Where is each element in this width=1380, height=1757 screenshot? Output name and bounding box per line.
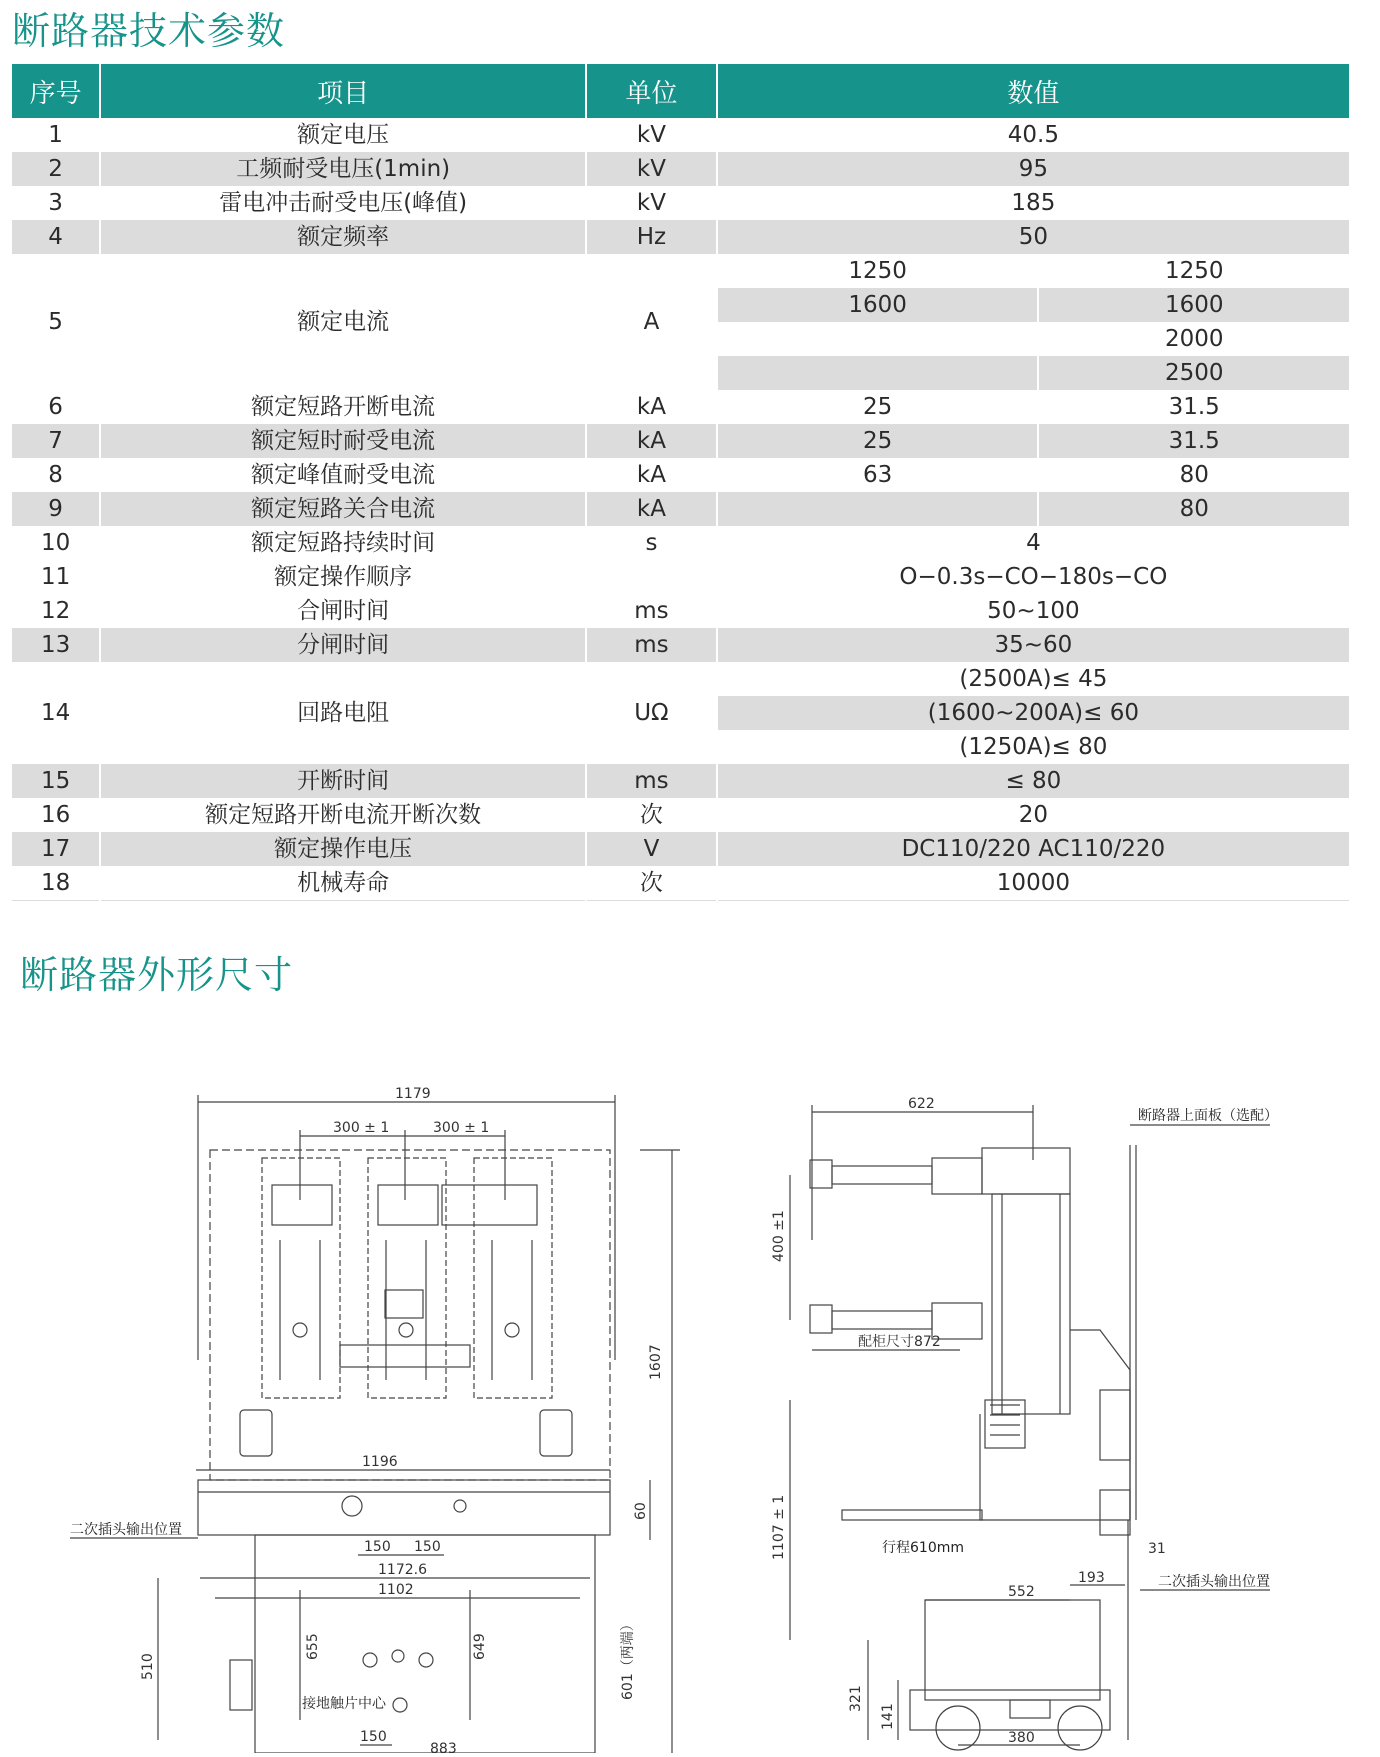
dim-text: 1607 xyxy=(648,1344,664,1380)
cell-no: 2 xyxy=(12,152,100,186)
front-view xyxy=(70,1086,680,1753)
cell-value-left xyxy=(717,356,1039,390)
cell-value-left: 25 xyxy=(717,424,1039,458)
dim-text: 655 xyxy=(305,1633,321,1660)
table-row xyxy=(12,118,1349,152)
dim-text: 601（两端） xyxy=(620,1617,636,1700)
table-row xyxy=(12,424,1349,458)
cell-unit: kA xyxy=(586,458,717,492)
dim-text: 配柜尺寸872 xyxy=(858,1334,941,1350)
cell-unit: s xyxy=(586,526,717,560)
header-unit: 单位 xyxy=(586,64,717,118)
dimensions-title: 断路器外形尺寸 xyxy=(20,953,294,997)
params-title: 断路器技术参数 xyxy=(12,9,286,53)
dim-text: 150 xyxy=(360,1729,387,1745)
header-value: 数值 xyxy=(717,64,1349,118)
table-row xyxy=(12,390,1349,424)
cell-no: 9 xyxy=(12,492,100,526)
cell-item: 额定短时耐受电流 xyxy=(100,424,586,458)
cell-no: 15 xyxy=(12,764,100,798)
cell-no: 16 xyxy=(12,798,100,832)
side-view xyxy=(771,1096,1278,1750)
header-no: 序号 xyxy=(12,64,100,118)
dim-text: 883 xyxy=(430,1741,457,1753)
cell-value: 4 xyxy=(717,526,1349,560)
cell-no: 18 xyxy=(12,866,100,901)
cell-item: 分闸时间 xyxy=(100,628,586,662)
cell-value: 20 xyxy=(717,798,1349,832)
dim-text: 60 xyxy=(633,1502,649,1520)
dim-text: 31 xyxy=(1148,1541,1166,1557)
cell-value-right: 80 xyxy=(1038,492,1349,526)
table-row xyxy=(12,628,1349,662)
table-row xyxy=(12,594,1349,628)
table-row xyxy=(12,560,1349,594)
table-row xyxy=(12,492,1349,526)
cell-unit: kV xyxy=(586,152,717,186)
cell-unit: 次 xyxy=(586,798,717,832)
cell-unit xyxy=(586,560,717,594)
cell-unit: A xyxy=(586,254,717,390)
cell-no: 12 xyxy=(12,594,100,628)
dim-text: 193 xyxy=(1078,1570,1105,1586)
table-row xyxy=(12,254,1349,288)
cell-value-right: 2500 xyxy=(1038,356,1349,390)
cell-value-right: 1600 xyxy=(1038,288,1349,322)
cell-value: 95 xyxy=(717,152,1349,186)
dim-text: 321 xyxy=(848,1685,864,1712)
table-row xyxy=(12,152,1349,186)
cell-unit: 次 xyxy=(586,866,717,901)
dim-text: 1102 xyxy=(378,1582,414,1598)
cell-value: 10000 xyxy=(717,866,1349,901)
dim-text: 622 xyxy=(908,1096,935,1112)
cell-value: DC110/220 AC110/220 xyxy=(717,832,1349,866)
cell-no: 1 xyxy=(12,118,100,152)
cell-no: 14 xyxy=(12,662,100,764)
cell-value-right: 2000 xyxy=(1038,322,1349,356)
cell-item: 额定短路关合电流 xyxy=(100,492,586,526)
cell-unit: kA xyxy=(586,390,717,424)
cell-item: 额定电流 xyxy=(100,254,586,390)
cell-item: 雷电冲击耐受电压(峰值) xyxy=(100,186,586,220)
dim-text: 300 ± 1 xyxy=(433,1120,490,1136)
cell-unit: Hz xyxy=(586,220,717,254)
cell-no: 10 xyxy=(12,526,100,560)
cell-item: 回路电阻 xyxy=(100,662,586,764)
dim-text: 1172.6 xyxy=(378,1562,427,1578)
cell-value-right: 1250 xyxy=(1038,254,1349,288)
dim-text: 1107 ± 1 xyxy=(771,1494,787,1560)
note-text: 断路器上面板（选配） xyxy=(1138,1108,1278,1124)
dim-text: 150 xyxy=(364,1539,391,1555)
dim-text: 400 ±1 xyxy=(771,1210,787,1262)
cell-item: 额定短路持续时间 xyxy=(100,526,586,560)
cell-item: 合闸时间 xyxy=(100,594,586,628)
cell-value: 185 xyxy=(717,186,1349,220)
cell-value-right: 31.5 xyxy=(1038,390,1349,424)
cell-value: ≤ 80 xyxy=(717,764,1349,798)
cell-value-right: 31.5 xyxy=(1038,424,1349,458)
table-row xyxy=(12,832,1349,866)
cell-item: 机械寿命 xyxy=(100,866,586,901)
dimension-drawing xyxy=(0,1000,1380,1753)
cell-item: 工频耐受电压(1min) xyxy=(100,152,586,186)
table-row xyxy=(12,866,1349,901)
cell-no: 13 xyxy=(12,628,100,662)
table-row xyxy=(12,764,1349,798)
dim-text: 649 xyxy=(472,1633,488,1660)
cell-value-left xyxy=(717,492,1039,526)
note-text: 行程610mm xyxy=(882,1540,964,1556)
cell-unit: UΩ xyxy=(586,662,717,764)
cell-item: 额定短路开断电流 xyxy=(100,390,586,424)
cell-no: 11 xyxy=(12,560,100,594)
cell-value-left: 25 xyxy=(717,390,1039,424)
cell-value: (2500A)≤ 45 xyxy=(717,662,1349,696)
cell-no: 8 xyxy=(12,458,100,492)
cell-unit: V xyxy=(586,832,717,866)
table-row xyxy=(12,458,1349,492)
cell-value-left xyxy=(717,322,1039,356)
cell-no: 4 xyxy=(12,220,100,254)
cell-value: 35~60 xyxy=(717,628,1349,662)
note-text: 二次插头输出位置 xyxy=(70,1522,182,1538)
spec-table xyxy=(12,64,1349,901)
cell-no: 7 xyxy=(12,424,100,458)
cell-item: 额定峰值耐受电流 xyxy=(100,458,586,492)
dim-text: 300 ± 1 xyxy=(333,1120,390,1136)
cell-value: (1600~200A)≤ 60 xyxy=(717,696,1349,730)
cell-unit: kA xyxy=(586,424,717,458)
cell-unit: ms xyxy=(586,764,717,798)
dim-text: 380 xyxy=(1008,1730,1035,1746)
cell-value-right: 80 xyxy=(1038,458,1349,492)
cell-value-left: 1600 xyxy=(717,288,1039,322)
cell-unit: kA xyxy=(586,492,717,526)
table-row xyxy=(12,220,1349,254)
table-row xyxy=(12,526,1349,560)
dim-text: 510 xyxy=(140,1653,156,1680)
cell-no: 5 xyxy=(12,254,100,390)
cell-item: 额定频率 xyxy=(100,220,586,254)
cell-item: 额定操作顺序 xyxy=(100,560,586,594)
cell-unit: ms xyxy=(586,594,717,628)
dim-text: 141 xyxy=(880,1703,896,1730)
dim-text: 150 xyxy=(414,1539,441,1555)
cell-no: 6 xyxy=(12,390,100,424)
dim-text: 552 xyxy=(1008,1584,1035,1600)
cell-unit: ms xyxy=(586,628,717,662)
note-text: 接地触片中心 xyxy=(302,1696,386,1712)
dim-text: 1196 xyxy=(362,1454,398,1470)
cell-value: O−0.3s−CO−180s−CO xyxy=(717,560,1349,594)
cell-item: 额定短路开断电流开断次数 xyxy=(100,798,586,832)
cell-unit: kV xyxy=(586,186,717,220)
cell-value-left: 63 xyxy=(717,458,1039,492)
cell-no: 3 xyxy=(12,186,100,220)
cell-item: 额定操作电压 xyxy=(100,832,586,866)
dim-text: 1179 xyxy=(395,1086,431,1102)
cell-no: 17 xyxy=(12,832,100,866)
cell-unit: kV xyxy=(586,118,717,152)
table-row xyxy=(12,186,1349,220)
cell-item: 额定电压 xyxy=(100,118,586,152)
cell-value: 50 xyxy=(717,220,1349,254)
cell-item: 开断时间 xyxy=(100,764,586,798)
note-text: 二次插头输出位置 xyxy=(1158,1574,1270,1590)
cell-value: 50~100 xyxy=(717,594,1349,628)
table-row xyxy=(12,662,1349,696)
table-header-row xyxy=(12,64,1349,118)
header-item: 项目 xyxy=(100,64,586,118)
cell-value: (1250A)≤ 80 xyxy=(717,730,1349,764)
cell-value-left: 1250 xyxy=(717,254,1039,288)
cell-value: 40.5 xyxy=(717,118,1349,152)
table-row xyxy=(12,798,1349,832)
